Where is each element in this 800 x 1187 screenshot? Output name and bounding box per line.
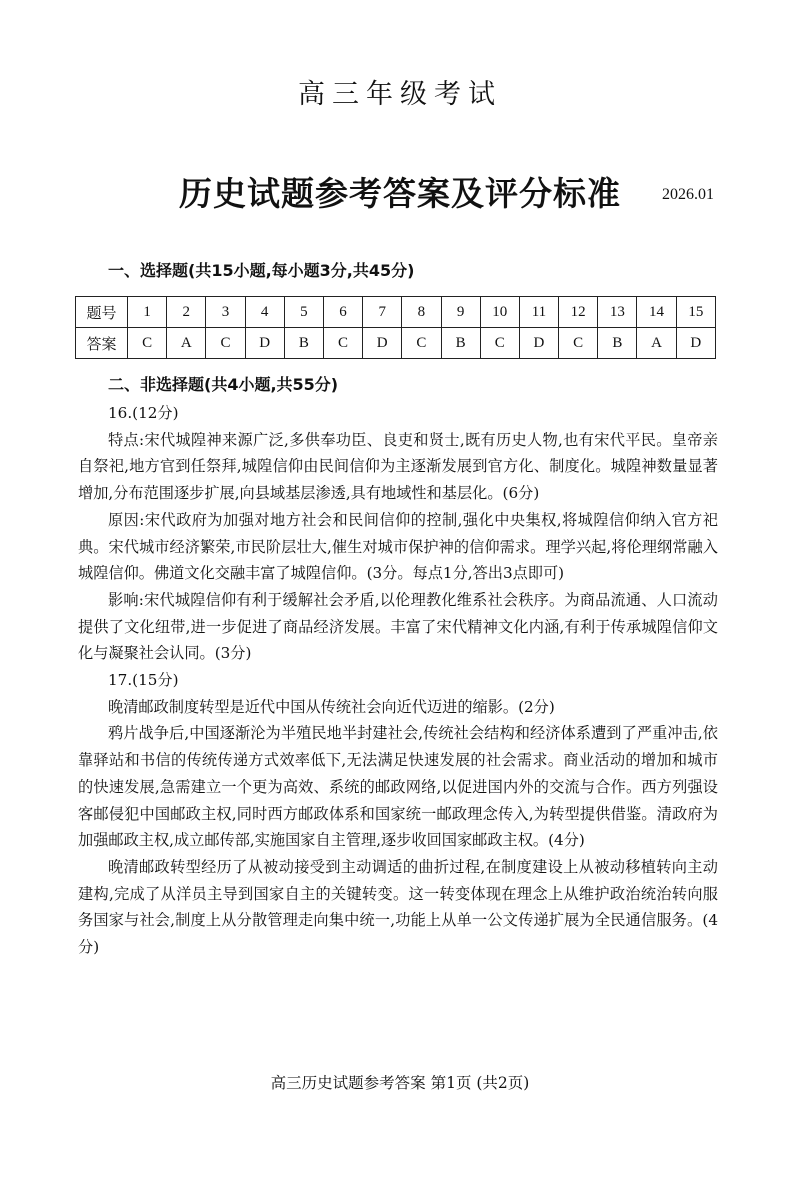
page-footer: 高三历史试题参考答案 第1页 (共2页) [270,1074,530,1092]
answer-cell: C [402,328,441,359]
question-number: 2 [167,297,206,328]
question-number: 14 [637,297,676,328]
answer-cell: C [128,328,167,359]
answer-cell: D [519,328,558,359]
q17-thesis: 晚清邮政制度转型是近代中国从传统社会向近代迈进的缩影。(2分) [108,697,555,716]
answer-cell: B [598,328,637,359]
exam-date: 2026.01 [662,186,714,203]
q17-background: 鸦片战争后,中国逐渐沦为半殖民地半封建社会,传统社会结构和经济体系遭到了严重冲击,依靠驿站和书信的传统传递方式效率低下,无法满足快速发展的社会需求。商业活动的增加和城市的快速发展,急需建立一个更为高效、系统的邮政网络,以促进国内外的交流与合作。西方列强设客邮侵犯中国邮政主权,同时西方邮政体系和国家统一邮政理念传入,为转型提供借鉴。清政府为加强邮政主权,成立邮传部,实施国家自主管理,逐步收回国家邮政主权。(4分) [78,724,718,850]
answer-cell: B [441,328,480,359]
row-label-number: 题号 [76,297,128,328]
answer-cell: D [245,328,284,359]
answer-cell: B [284,328,323,359]
q16-characteristics: 特点:宋代城隍神来源广泛,多供奉功臣、良吏和贤士,既有历史人物,也有宋代平民。皇帝亲自祭祀,地方官到任祭拜,城隍信仰由民间信仰为主逐渐发展到官方化、制度化。城隍神数量显著增加,分布范围逐步扩展,向县域基层渗透,具有地域性和基层化。(6分) [78,430,718,503]
section2-heading: 二、非选择题(共4小题,共55分) [108,375,339,394]
answer-table-number-row [76,297,716,328]
question-number: 5 [284,297,323,328]
answer-cell: C [480,328,519,359]
question-number: 9 [441,297,480,328]
question-number: 13 [598,297,637,328]
exam-name: 高三年级考试 [298,79,502,110]
question-number: 6 [323,297,362,328]
question-number: 3 [206,297,245,328]
question-number: 1 [128,297,167,328]
q16-impact: 影响:宋代城隍信仰有利于缓解社会矛盾,以伦理教化维系社会秩序。为商品流通、人口流动提供了文化纽带,进一步促进了商品经济发展。丰富了宋代精神文化内涵,有利于传承城隍信仰文化与凝聚社会认同。(3分) [78,590,718,663]
answer-cell: C [206,328,245,359]
question-number: 10 [480,297,519,328]
answer-cell: D [363,328,402,359]
q16-reasons: 原因:宋代政府为加强对地方社会和民间信仰的控制,强化中央集权,将城隍信仰纳入官方祀典。宋代城市经济繁荣,市民阶层壮大,催生对城市保护神的信仰需求。理学兴起,将伦理纲常融入城隍信仰。佛道文化交融丰富了城隍信仰。(3分。每点1分,答出3点即可) [78,510,718,583]
row-label-answer: 答案 [76,328,128,359]
q17-process: 晚清邮政转型经历了从被动接受到主动调适的曲折过程,在制度建设上从被动移植转向主动建构,完成了从洋员主导到国家自主的关键转变。这一转变体现在理念上从维护政治统治转向服务国家与社会,制度上从分散管理走向集中统一,功能上从单一公文传递扩展为全民通信服务。(4分) [78,857,718,957]
answer-table [75,296,716,359]
question-17-number: 17.(15分) [108,671,179,690]
section2-body [78,400,718,961]
answer-table-answer-row [76,328,716,359]
question-number: 4 [245,297,284,328]
question-number: 11 [519,297,558,328]
question-number: 15 [676,297,715,328]
answer-cell: C [323,328,362,359]
answer-cell: C [559,328,598,359]
section1-heading: 一、选择题(共15小题,每小题3分,共45分) [108,261,415,280]
question-16-number: 16.(12分) [108,404,179,422]
question-number: 7 [363,297,402,328]
question-number: 12 [559,297,598,328]
answer-cell: A [167,328,206,359]
answer-cell: A [637,328,676,359]
page-title: 历史试题参考答案及评分标准 [179,174,621,213]
answer-cell: D [676,328,715,359]
question-number: 8 [402,297,441,328]
